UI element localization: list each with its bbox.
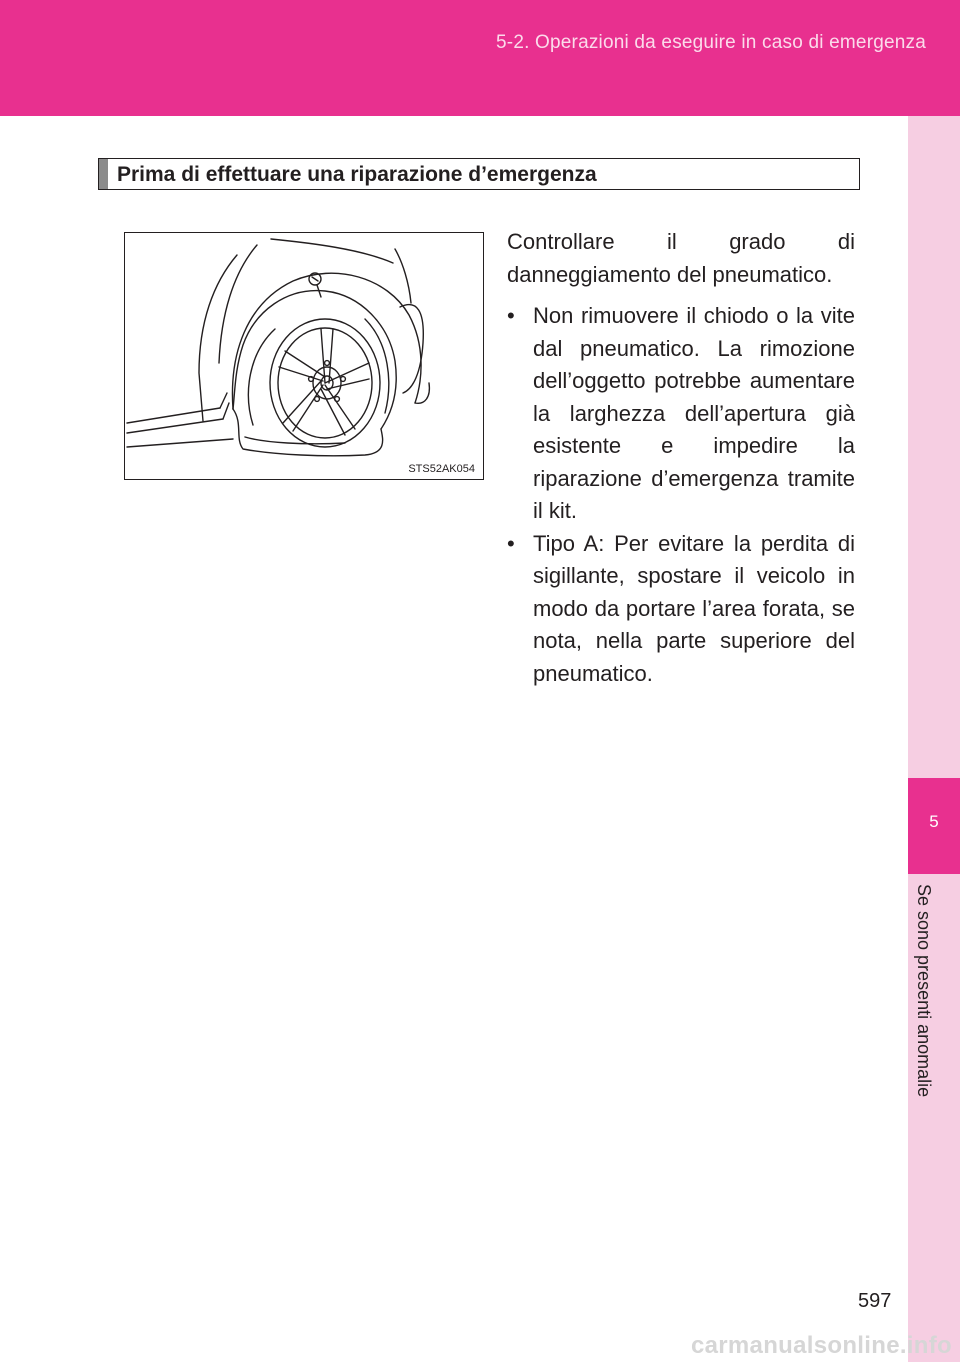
bullet-item [507, 300, 855, 528]
figure-flat-tire [124, 232, 484, 480]
chapter-label: Se sono presenti anomalie [914, 884, 934, 1098]
section-accent [99, 159, 108, 189]
bullet-item [507, 528, 855, 691]
flat-tire-with-nail-illustration [125, 233, 484, 480]
bullet-icon: • [507, 303, 515, 328]
side-strip-upper [908, 116, 960, 778]
body-text [507, 226, 855, 690]
figure-code: STS52AK054 [408, 463, 475, 475]
bullet-text: Tipo A: Per evitare la perdita di sigillante, spostare il veicolo in modo da portare l’area forata, se nota, nella parte superiore del pneumatico. [533, 530, 855, 686]
intro-paragraph: Controllare il grado di danneggiamento del pneumatico. [507, 229, 855, 287]
bullet-icon: • [507, 530, 515, 556]
watermark: carmanualsonline.info [690, 1332, 952, 1359]
chapter-number: 5 [929, 812, 939, 831]
page-number: 597 [858, 1290, 892, 1312]
section-title: Prima di effettuare una riparazione d’emergenza [117, 163, 597, 186]
section-heading [98, 158, 860, 190]
bullet-text: Non rimuovere il chiodo o la vite dal pneumatico. La rimozione dell’oggetto potrebbe aumentare la larghezza dell’apertura già esistente e impedire la riparazione d’emergenza tramite il kit. [533, 303, 855, 523]
chapter-header: 5-2. Operazioni da eseguire in caso di emergenza [496, 32, 926, 53]
header-band [0, 0, 960, 116]
chapter-tab [908, 778, 960, 874]
